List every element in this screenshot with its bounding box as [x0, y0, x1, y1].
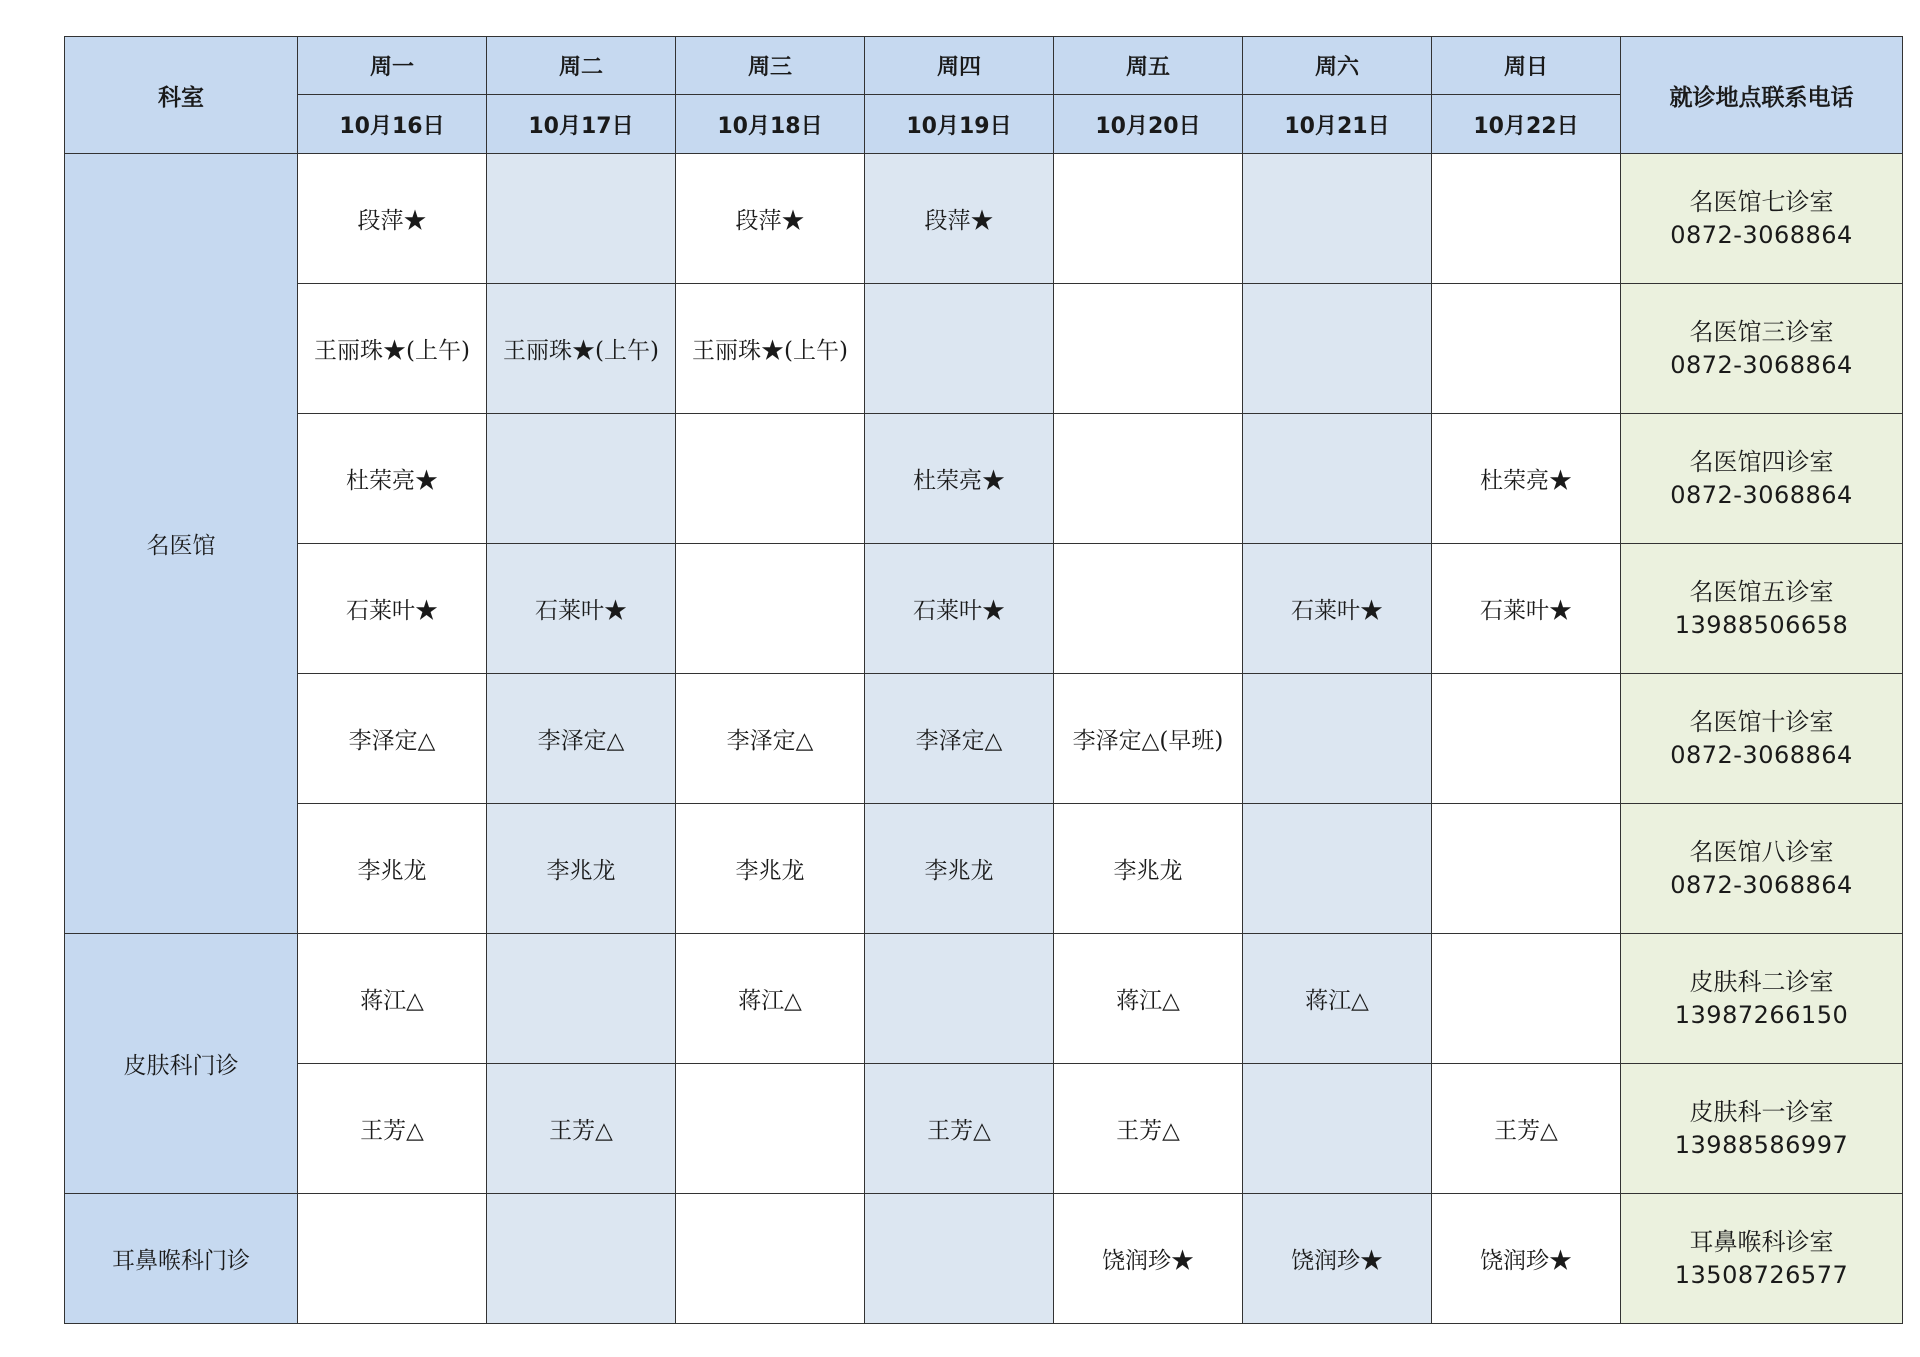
contact-cell: [1621, 804, 1903, 934]
doctor-cell: [1432, 934, 1621, 1064]
doctor-cell: [1243, 284, 1432, 414]
doctor-cell: [1432, 674, 1621, 804]
room-name: 皮肤科二诊室: [1689, 967, 1834, 996]
schedule-row: [65, 934, 1903, 1064]
doctor-cell: [676, 1194, 865, 1324]
doctor-cell: [1054, 284, 1243, 414]
weekday-header-sun: 周日: [1432, 37, 1621, 95]
schedule-row: [65, 284, 1903, 414]
doctor-cell: 杜荣亮★: [865, 414, 1054, 544]
doctor-cell: 王芳△: [865, 1064, 1054, 1194]
room-name: 名医馆八诊室: [1689, 837, 1834, 866]
doctor-cell: 饶润珍★: [1432, 1194, 1621, 1324]
doctor-cell: [1432, 284, 1621, 414]
weekday-header-tue: 周二: [487, 37, 676, 95]
doctor-cell: 石莱叶★: [1243, 544, 1432, 674]
doctor-cell: 蒋江△: [1243, 934, 1432, 1064]
phone-number: 0872-3068864: [1670, 220, 1853, 249]
doctor-cell: [1432, 804, 1621, 934]
schedule-row: [65, 804, 1903, 934]
doctor-cell: [1243, 154, 1432, 284]
contact-cell: [1621, 934, 1903, 1064]
weekday-header-fri: 周五: [1054, 37, 1243, 95]
doctor-cell: 王芳△: [298, 1064, 487, 1194]
date-header-wed: 10月18日: [676, 95, 865, 154]
dept-cell-dermatology: 皮肤科门诊: [65, 934, 298, 1194]
room-name: 名医馆十诊室: [1689, 707, 1834, 736]
doctor-cell: 杜荣亮★: [298, 414, 487, 544]
doctor-cell: 石莱叶★: [1432, 544, 1621, 674]
doctor-cell: [865, 934, 1054, 1064]
doctor-cell: [676, 1064, 865, 1194]
phone-number: 13508726577: [1674, 1260, 1849, 1289]
phone-number: 0872-3068864: [1670, 350, 1853, 379]
contact-cell: [1621, 674, 1903, 804]
doctor-cell: 石莱叶★: [298, 544, 487, 674]
doctor-cell: 蒋江△: [676, 934, 865, 1064]
contact-cell: [1621, 1064, 1903, 1194]
doctor-cell: [865, 1194, 1054, 1324]
contact-cell: [1621, 1194, 1903, 1324]
doctor-cell: [1243, 414, 1432, 544]
doctor-cell: 王芳△: [487, 1064, 676, 1194]
contact-column-header: 就诊地点联系电话: [1621, 37, 1903, 154]
contact-cell: [1621, 284, 1903, 414]
date-header-thu: 10月19日: [865, 95, 1054, 154]
doctor-cell: 李兆龙: [487, 804, 676, 934]
doctor-cell: [487, 154, 676, 284]
doctor-cell: 饶润珍★: [1054, 1194, 1243, 1324]
room-name: 名医馆三诊室: [1689, 317, 1834, 346]
doctor-cell: 杜荣亮★: [1432, 414, 1621, 544]
doctor-cell: [1054, 544, 1243, 674]
schedule-table: [64, 36, 1903, 1324]
room-name: 名医馆七诊室: [1689, 187, 1834, 216]
date-header-tue: 10月17日: [487, 95, 676, 154]
doctor-cell: [1243, 674, 1432, 804]
doctor-cell: [1054, 414, 1243, 544]
doctor-cell: 李兆龙: [676, 804, 865, 934]
room-name: 耳鼻喉科诊室: [1689, 1227, 1834, 1256]
room-name: 名医馆四诊室: [1689, 447, 1834, 476]
schedule-row: [65, 1064, 1903, 1194]
schedule-row: [65, 1194, 1903, 1324]
date-header-sat: 10月21日: [1243, 95, 1432, 154]
doctor-cell: [487, 414, 676, 544]
weekday-header-wed: 周三: [676, 37, 865, 95]
doctor-cell: [1243, 1064, 1432, 1194]
doctor-cell: 李泽定△: [676, 674, 865, 804]
schedule-row: [65, 674, 1903, 804]
doctor-cell: 石莱叶★: [487, 544, 676, 674]
doctor-cell: 李泽定△: [865, 674, 1054, 804]
doctor-cell: 段萍★: [676, 154, 865, 284]
doctor-cell: 王芳△: [1432, 1064, 1621, 1194]
dept-cell-ent: 耳鼻喉科门诊: [65, 1194, 298, 1324]
doctor-cell: 蒋江△: [1054, 934, 1243, 1064]
date-header-sun: 10月22日: [1432, 95, 1621, 154]
phone-number: 0872-3068864: [1670, 480, 1853, 509]
phone-number: 13988586997: [1674, 1130, 1849, 1159]
dept-column-header: 科室: [65, 37, 298, 154]
room-name: 名医馆五诊室: [1689, 577, 1834, 606]
doctor-cell: 王丽珠★(上午): [676, 284, 865, 414]
doctor-cell: 李兆龙: [1054, 804, 1243, 934]
doctor-cell: [487, 934, 676, 1064]
doctor-cell: 李泽定△(早班): [1054, 674, 1243, 804]
doctor-cell: [1432, 154, 1621, 284]
doctor-cell: [676, 544, 865, 674]
contact-cell: [1621, 154, 1903, 284]
date-header-fri: 10月20日: [1054, 95, 1243, 154]
doctor-cell: 李泽定△: [487, 674, 676, 804]
contact-cell: [1621, 544, 1903, 674]
contact-cell: [1621, 414, 1903, 544]
doctor-cell: [676, 414, 865, 544]
doctor-cell: 段萍★: [298, 154, 487, 284]
doctor-cell: 李兆龙: [298, 804, 487, 934]
phone-number: 0872-3068864: [1670, 870, 1853, 899]
doctor-cell: 段萍★: [865, 154, 1054, 284]
header-weekday-row: [65, 37, 1903, 95]
schedule-row: [65, 154, 1903, 284]
doctor-cell: 王丽珠★(上午): [298, 284, 487, 414]
doctor-cell: 王芳△: [1054, 1064, 1243, 1194]
doctor-cell: [298, 1194, 487, 1324]
phone-number: 13988506658: [1674, 610, 1849, 639]
weekday-header-thu: 周四: [865, 37, 1054, 95]
doctor-cell: [1243, 804, 1432, 934]
schedule-row: [65, 414, 1903, 544]
room-name: 皮肤科一诊室: [1689, 1097, 1834, 1126]
weekday-header-mon: 周一: [298, 37, 487, 95]
phone-number: 0872-3068864: [1670, 740, 1853, 769]
schedule-row: [65, 544, 1903, 674]
doctor-cell: 蒋江△: [298, 934, 487, 1064]
doctor-cell: 饶润珍★: [1243, 1194, 1432, 1324]
doctor-cell: [1054, 154, 1243, 284]
doctor-cell: [865, 284, 1054, 414]
doctor-cell: [487, 1194, 676, 1324]
doctor-cell: 王丽珠★(上午): [487, 284, 676, 414]
dept-cell-famous-doctors-hall: 名医馆: [65, 154, 298, 934]
doctor-cell: 石莱叶★: [865, 544, 1054, 674]
date-header-mon: 10月16日: [298, 95, 487, 154]
phone-number: 13987266150: [1674, 1000, 1849, 1029]
weekday-header-sat: 周六: [1243, 37, 1432, 95]
doctor-cell: 李泽定△: [298, 674, 487, 804]
doctor-cell: 李兆龙: [865, 804, 1054, 934]
